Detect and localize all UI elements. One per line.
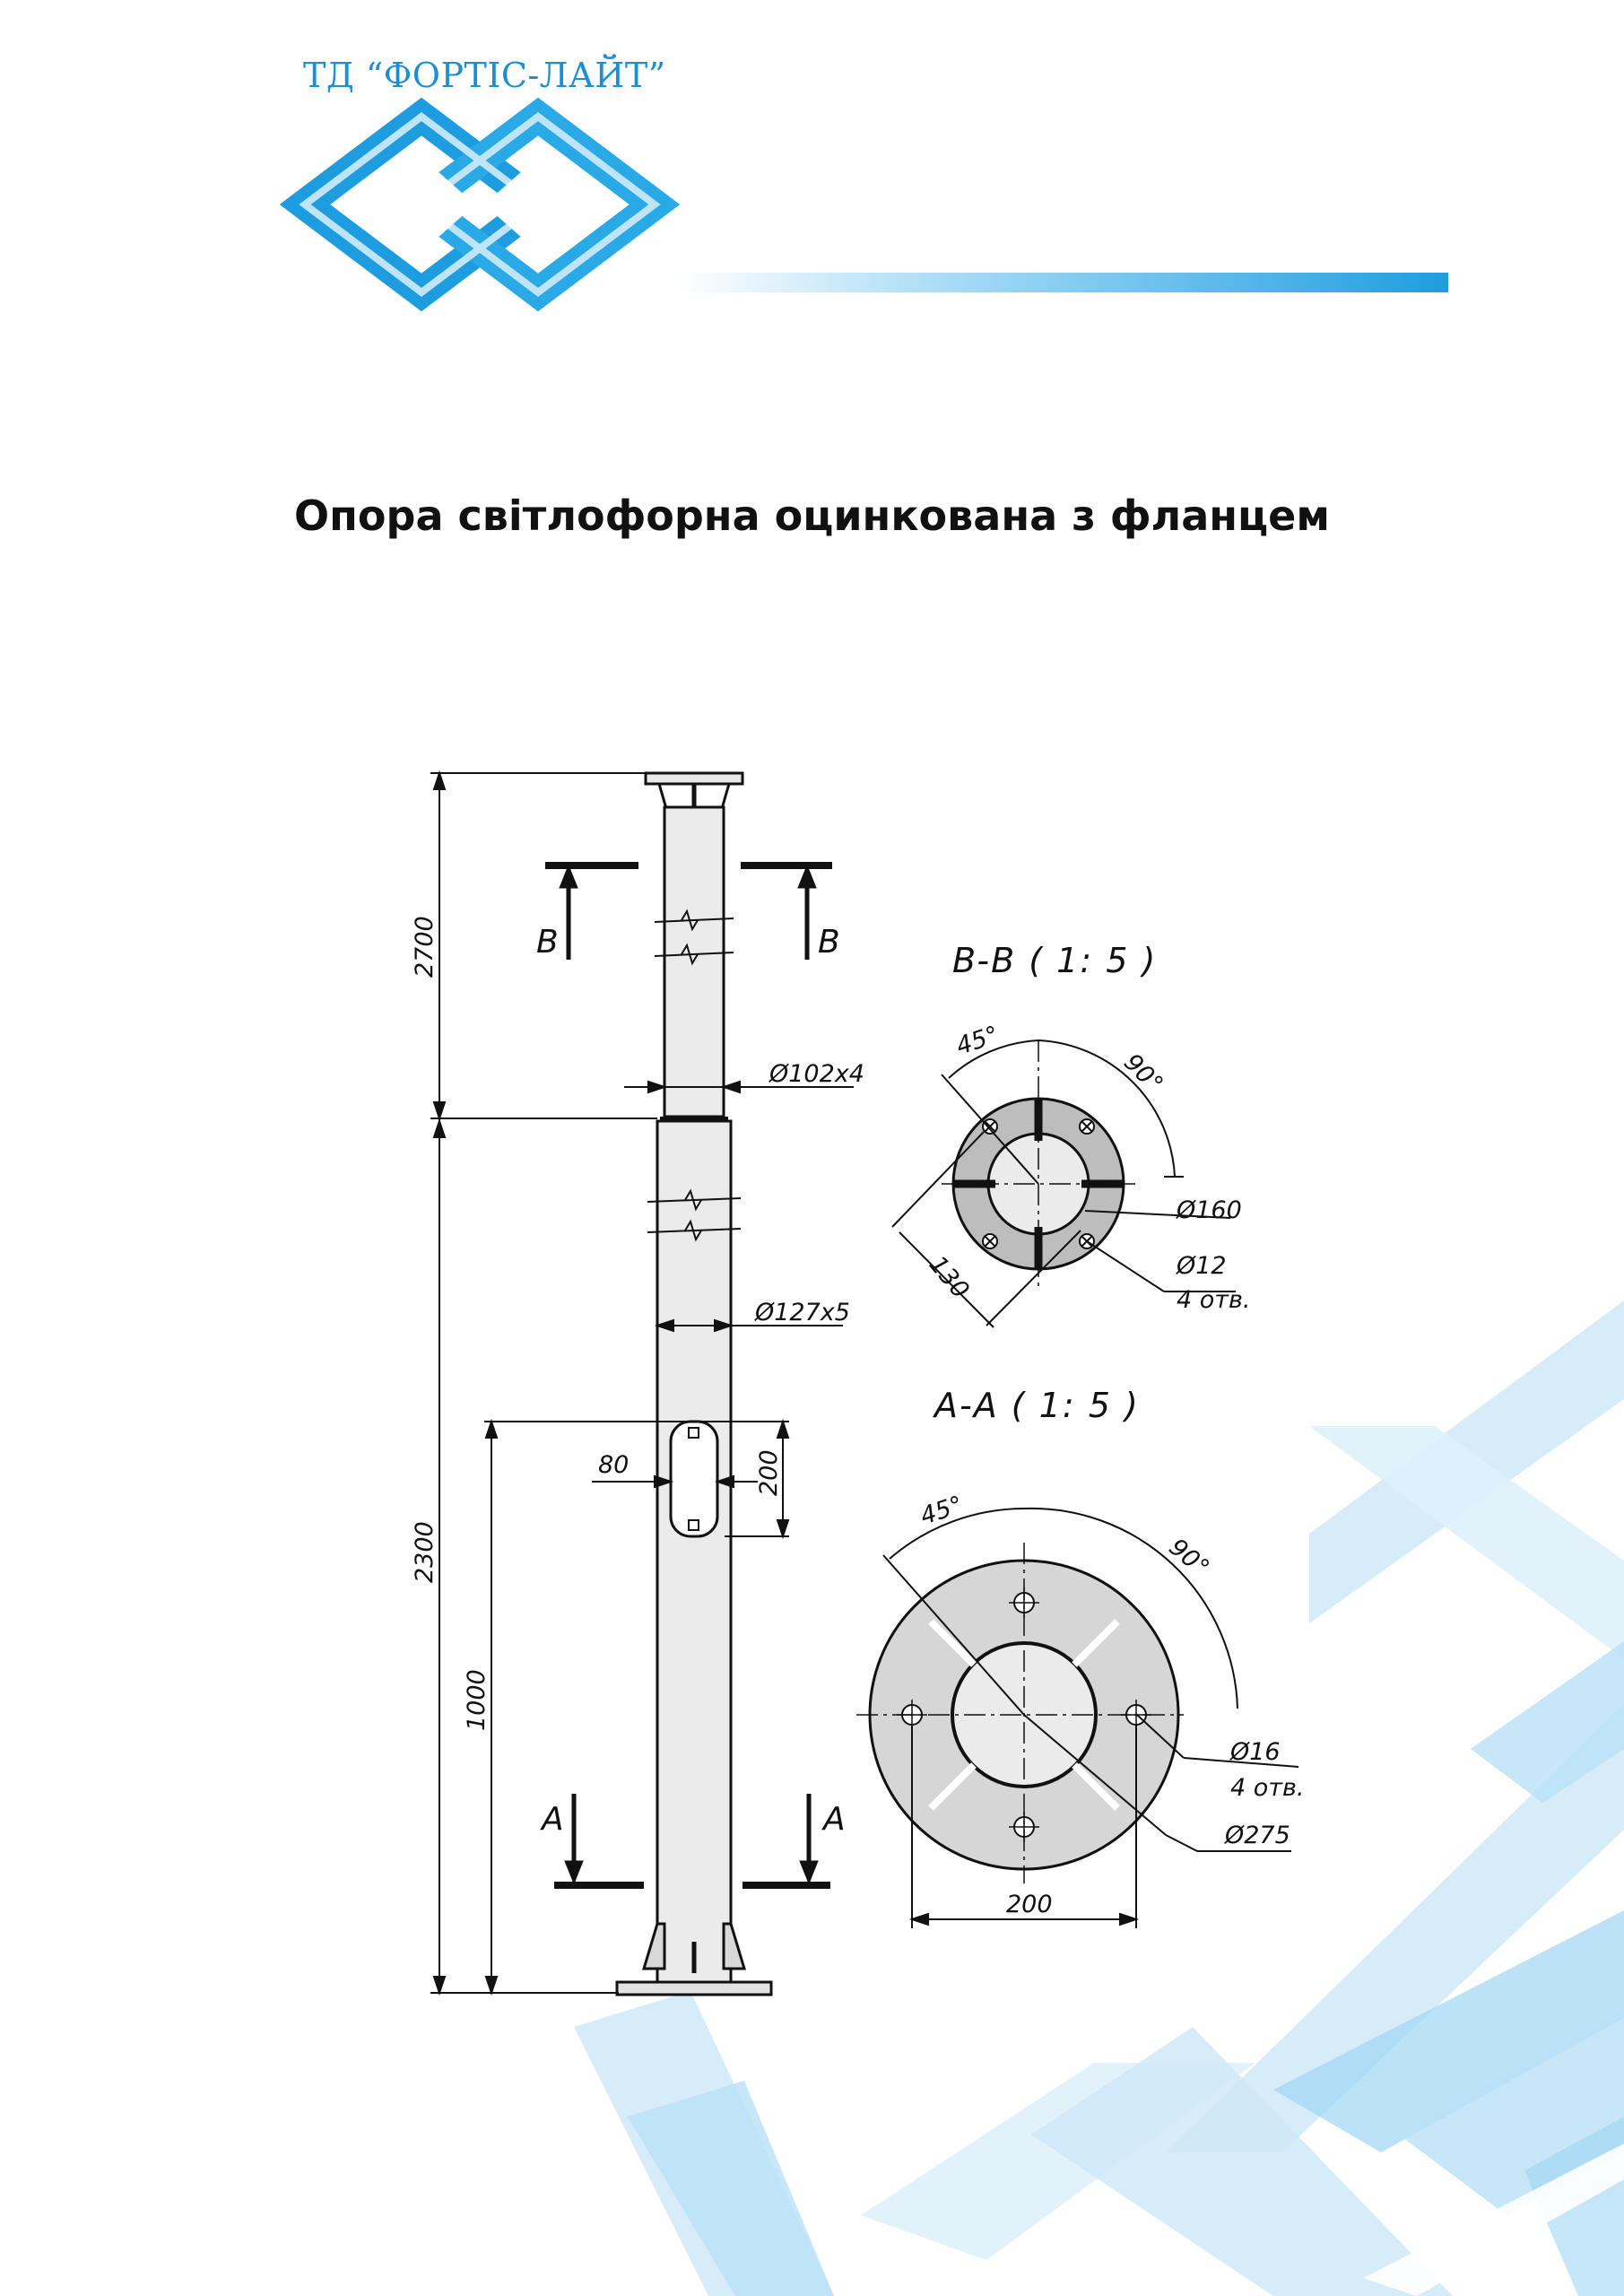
section-bb-angle2: 90° (1118, 1048, 1168, 1099)
section-aa-title: A-A ( 1: 5 ) (934, 1386, 1140, 1425)
dim-upper-tube: Ø102x4 (769, 1060, 864, 1088)
section-bb-hole-count: 4 отв. (1177, 1286, 1251, 1314)
section-a-left-label: A (542, 1801, 564, 1838)
section-a-right-label: A (823, 1801, 846, 1838)
section-aa-bolt-span: 200 (1006, 1891, 1053, 1918)
company-logo-icon (305, 117, 655, 292)
section-aa-hole-diameter: Ø16 (1230, 1738, 1281, 1766)
section-aa-diameter: Ø275 (1225, 1822, 1290, 1849)
pole-elevation (617, 773, 771, 1995)
section-bb-title: B-B ( 1: 5 ) (952, 941, 1158, 980)
dim-hatch-height-label: 200 (755, 1449, 783, 1496)
section-b-right-label: B (818, 924, 840, 961)
company-name: ТД “ФОРТІС-ЛАЙТ” (303, 56, 666, 95)
section-bb-hole-diameter: Ø12 (1177, 1252, 1227, 1280)
dim-hatch-height: 1000 (463, 1669, 491, 1731)
section-bb-angle1: 45° (952, 1021, 1003, 1061)
section-bb-bolt-size: 130 (923, 1250, 975, 1304)
section-b-left-label: B (536, 924, 559, 961)
header-accent-bar (677, 273, 1448, 292)
section-aa-hole-count: 4 отв. (1230, 1774, 1305, 1802)
dim-lower-tube: Ø127x5 (755, 1299, 850, 1326)
section-aa-view (856, 1509, 1298, 1928)
dim-hatch-width: 80 (598, 1451, 630, 1479)
dim-upper-height: 2700 (411, 916, 439, 978)
section-aa-angle2: 90° (1163, 1533, 1215, 1583)
pole-dimension-lines (430, 773, 854, 1993)
section-bb-diameter: Ø160 (1177, 1196, 1242, 1224)
dim-lower-height: 2300 (411, 1521, 439, 1583)
document-title: Опора світлофорна оцинкована з фланцем (294, 491, 1330, 540)
section-aa-angle1: 45° (916, 1491, 967, 1531)
